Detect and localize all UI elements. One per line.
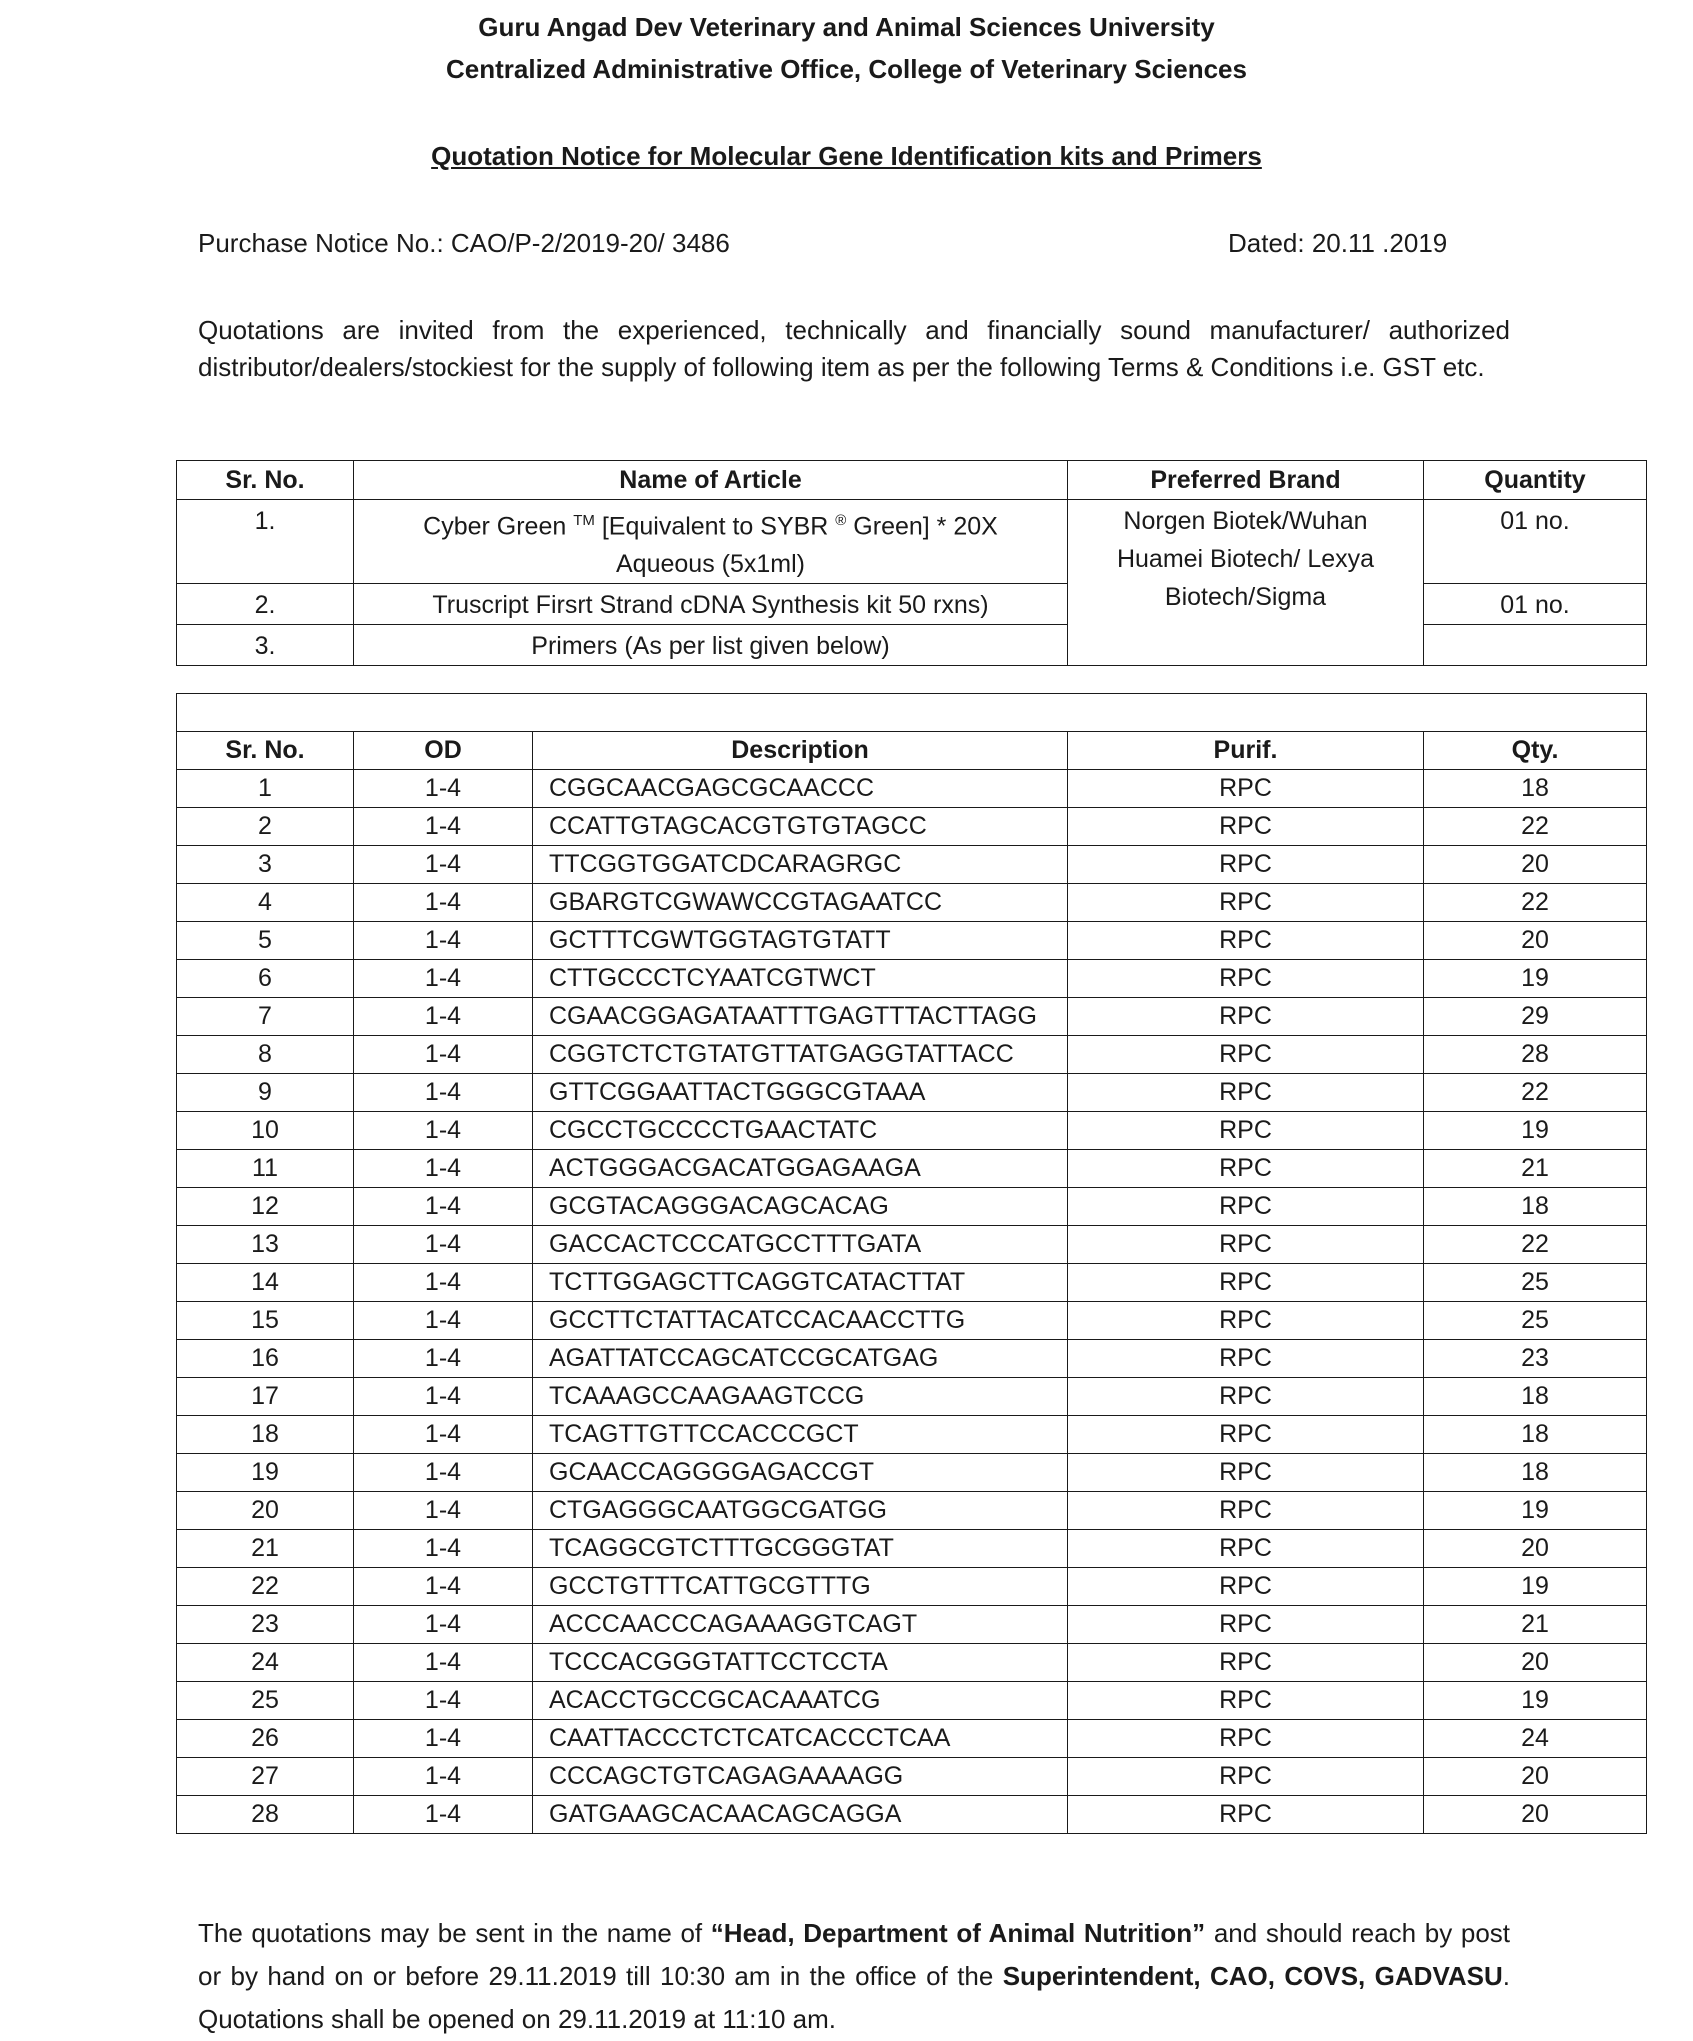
trademark-symbol: TM — [573, 512, 595, 529]
primer-row — [177, 846, 1647, 884]
col-header-qty: Qty. — [1424, 732, 1647, 770]
primer-purification: RPC — [1068, 1112, 1424, 1150]
primer-qty: 23 — [1424, 1340, 1647, 1378]
primer-purification: RPC — [1068, 1226, 1424, 1264]
article-name: Cyber Green ™ [Equivalent to SYBR ® Green] * 20X Aqueous (5x1ml) — [354, 500, 1068, 584]
purchase-notice-number: Purchase Notice No.: CAO/P-2/2019-20/ 3486 — [198, 228, 730, 258]
primer-sr: 14 — [177, 1264, 354, 1302]
primer-purification: RPC — [1068, 998, 1424, 1036]
submission-office: Superintendent, CAO, COVS, GADVASU — [1002, 1961, 1503, 1991]
primer-row — [177, 1036, 1647, 1074]
primer-od: 1-4 — [354, 1530, 533, 1568]
primer-row — [177, 1682, 1647, 1720]
primer-sr: 21 — [177, 1530, 354, 1568]
primer-sequence: CTGAGGGCAATGGCGATGG — [533, 1492, 1068, 1530]
primer-sequence: ACCCAACCCAGAAAGGTCAGT — [533, 1606, 1068, 1644]
spacer-row — [177, 694, 1647, 732]
primer-qty: 20 — [1424, 1644, 1647, 1682]
primer-row — [177, 1074, 1647, 1112]
primer-rows — [177, 770, 1647, 1834]
primer-qty: 20 — [1424, 922, 1647, 960]
primer-row — [177, 922, 1647, 960]
primer-sr: 8 — [177, 1036, 354, 1074]
primer-od: 1-4 — [354, 808, 533, 846]
primer-purification: RPC — [1068, 1188, 1424, 1226]
primer-qty: 18 — [1424, 1454, 1647, 1492]
primer-qty: 19 — [1424, 1492, 1647, 1530]
primer-qty: 20 — [1424, 1530, 1647, 1568]
primer-row — [177, 1606, 1647, 1644]
notice-title: Quotation Notice for Molecular Gene Identification kits and Primers — [431, 141, 1262, 171]
article-row-1 — [177, 500, 1647, 584]
primer-purification: RPC — [1068, 846, 1424, 884]
primer-sr: 18 — [177, 1416, 354, 1454]
col-header-sr: Sr. No. — [177, 461, 354, 500]
office-name: Centralized Administrative Office, College of Veterinary Sciences — [446, 54, 1247, 84]
article-sr: 2. — [177, 584, 354, 625]
primer-purification: RPC — [1068, 1302, 1424, 1340]
primer-qty: 22 — [1424, 1074, 1647, 1112]
primer-sr: 15 — [177, 1302, 354, 1340]
primer-sequence: GCTTTCGWTGGTAGTGTATT — [533, 922, 1068, 960]
primer-sr: 26 — [177, 1720, 354, 1758]
primer-sequence: GBARGTCGWAWCCGTAGAATCC — [533, 884, 1068, 922]
col-header-sr: Sr. No. — [177, 732, 354, 770]
primer-od: 1-4 — [354, 1302, 533, 1340]
primer-qty: 24 — [1424, 1720, 1647, 1758]
article-qty: 01 no. — [1424, 500, 1647, 584]
primer-sr: 16 — [177, 1340, 354, 1378]
primer-purification: RPC — [1068, 1378, 1424, 1416]
primer-sr: 11 — [177, 1150, 354, 1188]
col-header-purif: Purif. — [1068, 732, 1424, 770]
primer-row — [177, 1758, 1647, 1796]
primer-qty: 22 — [1424, 1226, 1647, 1264]
primer-sequence: GCAACCAGGGGAGACCGT — [533, 1454, 1068, 1492]
primer-purification: RPC — [1068, 1454, 1424, 1492]
primer-sr: 20 — [177, 1492, 354, 1530]
primer-od: 1-4 — [354, 884, 533, 922]
primer-qty: 25 — [1424, 1302, 1647, 1340]
primer-row — [177, 1720, 1647, 1758]
primer-qty: 22 — [1424, 808, 1647, 846]
primers-table — [176, 693, 1647, 1834]
primer-sequence: CGCCTGCCCCTGAACTATC — [533, 1112, 1068, 1150]
primer-qty: 29 — [1424, 998, 1647, 1036]
primer-sr: 17 — [177, 1378, 354, 1416]
primer-row — [177, 1226, 1647, 1264]
primer-od: 1-4 — [354, 1074, 533, 1112]
primer-purification: RPC — [1068, 960, 1424, 998]
primer-sequence: CGGTCTCTGTATGTTATGAGGTATTACC — [533, 1036, 1068, 1074]
primer-row — [177, 1492, 1647, 1530]
primer-row — [177, 1150, 1647, 1188]
primer-sr: 23 — [177, 1606, 354, 1644]
col-header-brand: Preferred Brand — [1068, 461, 1424, 500]
primer-qty: 21 — [1424, 1606, 1647, 1644]
primer-row — [177, 1796, 1647, 1834]
primer-sequence: AGATTATCCAGCATCCGCATGAG — [533, 1340, 1068, 1378]
primer-qty: 19 — [1424, 1112, 1647, 1150]
primer-qty: 19 — [1424, 1682, 1647, 1720]
primer-od: 1-4 — [354, 1568, 533, 1606]
primer-sr: 27 — [177, 1758, 354, 1796]
primer-row — [177, 998, 1647, 1036]
primer-od: 1-4 — [354, 1188, 533, 1226]
primer-row — [177, 960, 1647, 998]
primer-sr: 13 — [177, 1226, 354, 1264]
primer-qty: 18 — [1424, 1378, 1647, 1416]
primer-od: 1-4 — [354, 1150, 533, 1188]
primer-sequence: ACACCTGCCGCACAAATCG — [533, 1682, 1068, 1720]
primer-purification: RPC — [1068, 1340, 1424, 1378]
article-name: Primers (As per list given below) — [354, 625, 1068, 666]
primer-sequence: GTTCGGAATTACTGGGCGTAAA — [533, 1074, 1068, 1112]
primer-purification: RPC — [1068, 1036, 1424, 1074]
registered-symbol: ® — [835, 512, 847, 529]
primer-purification: RPC — [1068, 770, 1424, 808]
article-name: Truscript Firsrt Strand cDNA Synthesis kit 50 rxns) — [354, 584, 1068, 625]
primer-sr: 19 — [177, 1454, 354, 1492]
primer-sequence: CCCAGCTGTCAGAGAAAAGG — [533, 1758, 1068, 1796]
primer-sequence: CCATTGTAGCACGTGTGTAGCC — [533, 808, 1068, 846]
primer-od: 1-4 — [354, 922, 533, 960]
primer-sr: 10 — [177, 1112, 354, 1150]
primer-qty: 22 — [1424, 884, 1647, 922]
primer-od: 1-4 — [354, 846, 533, 884]
article-sr: 3. — [177, 625, 354, 666]
primer-sequence: TTCGGTGGATCDCARAGRGC — [533, 846, 1068, 884]
article-qty: 01 no. — [1424, 584, 1647, 625]
primer-sequence: GCGTACAGGGACAGCACAG — [533, 1188, 1068, 1226]
primer-od: 1-4 — [354, 960, 533, 998]
article-qty — [1424, 625, 1647, 666]
primer-sr: 28 — [177, 1796, 354, 1834]
primer-purification: RPC — [1068, 1416, 1424, 1454]
primer-purification: RPC — [1068, 1796, 1424, 1834]
primer-qty: 18 — [1424, 770, 1647, 808]
primer-sr: 6 — [177, 960, 354, 998]
primer-od: 1-4 — [354, 1720, 533, 1758]
primer-row — [177, 1340, 1647, 1378]
primer-purification: RPC — [1068, 808, 1424, 846]
primer-row — [177, 1644, 1647, 1682]
primer-od: 1-4 — [354, 1416, 533, 1454]
primer-row — [177, 1568, 1647, 1606]
primer-od: 1-4 — [354, 1606, 533, 1644]
primer-qty: 18 — [1424, 1416, 1647, 1454]
primer-sr: 24 — [177, 1644, 354, 1682]
primer-row — [177, 1378, 1647, 1416]
primer-qty: 19 — [1424, 1568, 1647, 1606]
primer-row — [177, 1188, 1647, 1226]
primer-purification: RPC — [1068, 1492, 1424, 1530]
primer-sequence: TCCCACGGGTATTCCTCCTA — [533, 1644, 1068, 1682]
primer-od: 1-4 — [354, 1454, 533, 1492]
primer-sr: 25 — [177, 1682, 354, 1720]
col-header-od: OD — [354, 732, 533, 770]
primer-od: 1-4 — [354, 770, 533, 808]
primer-od: 1-4 — [354, 1340, 533, 1378]
primer-purification: RPC — [1068, 1682, 1424, 1720]
primer-sr: 12 — [177, 1188, 354, 1226]
primers-header-row — [177, 732, 1647, 770]
primer-purification: RPC — [1068, 1264, 1424, 1302]
articles-table — [176, 460, 1647, 666]
primer-sr: 22 — [177, 1568, 354, 1606]
primer-od: 1-4 — [354, 1226, 533, 1264]
primer-od: 1-4 — [354, 1112, 533, 1150]
primer-od: 1-4 — [354, 1758, 533, 1796]
primer-qty: 21 — [1424, 1150, 1647, 1188]
articles-header-row — [177, 461, 1647, 500]
article-row-3 — [177, 625, 1647, 666]
primer-row — [177, 1454, 1647, 1492]
primer-purification: RPC — [1068, 1758, 1424, 1796]
intro-paragraph: Quotations are invited from the experienced, technically and financially sound manufacturer/ authorized distributor/dealers/stockiest for the supply of following item as per the following Terms & Conditions i.e. GST etc. — [198, 315, 1510, 382]
primer-qty: 28 — [1424, 1036, 1647, 1074]
primer-sequence: GCCTTCTATTACATCCACAACCTTG — [533, 1302, 1068, 1340]
primer-sr: 1 — [177, 770, 354, 808]
primer-row — [177, 1302, 1647, 1340]
col-header-description: Description — [533, 732, 1068, 770]
primer-row — [177, 808, 1647, 846]
primer-purification: RPC — [1068, 1606, 1424, 1644]
primer-od: 1-4 — [354, 1682, 533, 1720]
primer-row — [177, 884, 1647, 922]
primer-sequence: GACCACTCCCATGCCTTTGATA — [533, 1226, 1068, 1264]
primer-sequence: CGGCAACGAGCGCAACCC — [533, 770, 1068, 808]
primer-qty: 18 — [1424, 1188, 1647, 1226]
primer-sequence: GCCTGTTTCATTGCGTTTG — [533, 1568, 1068, 1606]
primer-od: 1-4 — [354, 1378, 533, 1416]
primer-sequence: TCAGGCGTCTTTGCGGGTAT — [533, 1530, 1068, 1568]
primer-sr: 2 — [177, 808, 354, 846]
primer-purification: RPC — [1068, 1720, 1424, 1758]
primer-od: 1-4 — [354, 1492, 533, 1530]
primer-od: 1-4 — [354, 1264, 533, 1302]
primer-row — [177, 770, 1647, 808]
primer-qty: 25 — [1424, 1264, 1647, 1302]
primer-sequence: CGAACGGAGATAATTTGAGTTTACTTAGG — [533, 998, 1068, 1036]
addressee: “Head, Department of Animal Nutrition” — [710, 1918, 1206, 1948]
primer-sequence: TCTTGGAGCTTCAGGTCATACTTAT — [533, 1264, 1068, 1302]
submission-instructions: The quotations may be sent in the name of “Head, Department of Animal Nutrition” and should reach by post or by hand on or before 29.11.2019 till 10:30 am in the office of the Superintendent, CAO, COVS, GADVASU. Quotations shall be opened on 29.11.2019 at 11:10 am. — [198, 1918, 1511, 2034]
primer-purification: RPC — [1068, 1074, 1424, 1112]
primer-sequence: CAATTACCCTCTCATCACCCTCAA — [533, 1720, 1068, 1758]
article-row-2 — [177, 584, 1647, 625]
primer-purification: RPC — [1068, 922, 1424, 960]
primer-sr: 3 — [177, 846, 354, 884]
col-header-quantity: Quantity — [1424, 461, 1647, 500]
primer-row — [177, 1530, 1647, 1568]
primer-purification: RPC — [1068, 884, 1424, 922]
primer-purification: RPC — [1068, 1530, 1424, 1568]
primer-qty: 20 — [1424, 846, 1647, 884]
preferred-brand: Norgen Biotek/Wuhan Huamei Biotech/ Lexya Biotech/Sigma — [1068, 500, 1424, 666]
primer-od: 1-4 — [354, 1036, 533, 1074]
primer-row — [177, 1264, 1647, 1302]
primer-row — [177, 1416, 1647, 1454]
primer-od: 1-4 — [354, 1644, 533, 1682]
primer-sequence: ACTGGGACGACATGGAGAAGA — [533, 1150, 1068, 1188]
primer-purification: RPC — [1068, 1150, 1424, 1188]
primer-sr: 9 — [177, 1074, 354, 1112]
primer-purification: RPC — [1068, 1568, 1424, 1606]
primer-qty: 19 — [1424, 960, 1647, 998]
primer-sequence: TCAGTTGTTCCACCCGCT — [533, 1416, 1068, 1454]
primer-sequence: GATGAAGCACAACAGCAGGA — [533, 1796, 1068, 1834]
primer-od: 1-4 — [354, 1796, 533, 1834]
primer-qty: 20 — [1424, 1796, 1647, 1834]
notice-date: Dated: 20.11 .2019 — [1228, 228, 1448, 258]
article-sr: 1. — [177, 500, 354, 584]
university-name: Guru Angad Dev Veterinary and Animal Sciences University — [478, 12, 1215, 42]
primer-qty: 20 — [1424, 1758, 1647, 1796]
primer-sequence: TCAAAGCCAAGAAGTCCG — [533, 1378, 1068, 1416]
primer-od: 1-4 — [354, 998, 533, 1036]
primer-sequence: CTTGCCCTCYAATCGTWCT — [533, 960, 1068, 998]
primer-sr: 7 — [177, 998, 354, 1036]
col-header-article: Name of Article — [354, 461, 1068, 500]
primer-sr: 5 — [177, 922, 354, 960]
primer-row — [177, 1112, 1647, 1150]
primer-sr: 4 — [177, 884, 354, 922]
primer-purification: RPC — [1068, 1644, 1424, 1682]
